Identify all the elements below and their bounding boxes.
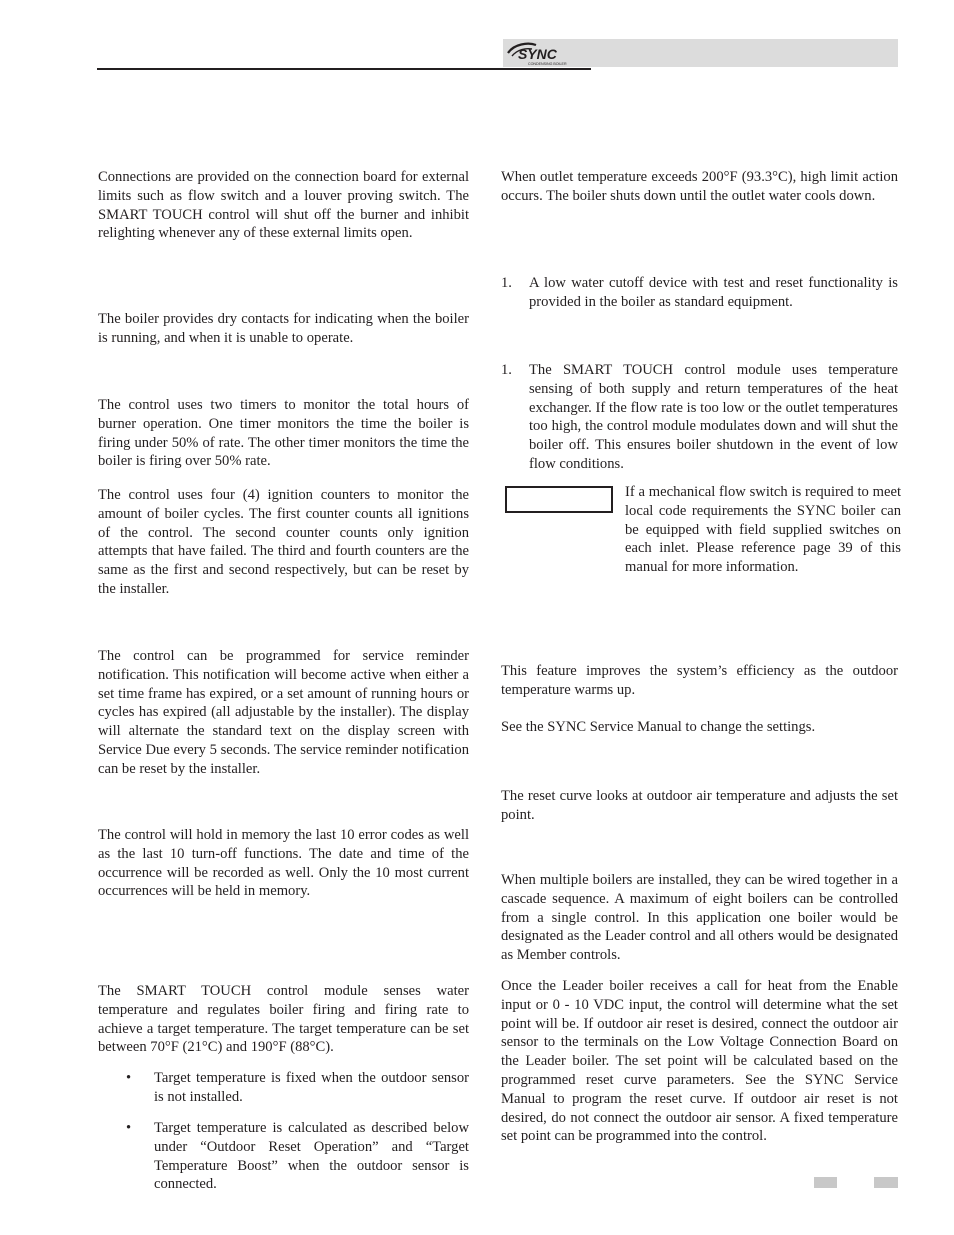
list-item-text: The SMART TOUCH control module uses temperature sensing of both supply and return temperatures of the heat exchanger. If the flow rate is too low or the outlet temperatures too high, the control module modulates down and will shut the boiler off. This ensures boiler shutdown in the event of low flow conditions. (529, 362, 898, 472)
dry-contacts-paragraph: The boiler provides dry contacts for indicating when the boiler is running, and when it is unable to operate. (98, 311, 469, 346)
service-manual-paragraph: See the SYNC Service Manual to change the settings. (501, 719, 816, 735)
list-item (501, 361, 898, 472)
svg-text:CONDENSING BOILER: CONDENSING BOILER (528, 62, 567, 66)
note-label-box (505, 486, 613, 513)
sync-logo (506, 40, 568, 66)
list-number: 1. (501, 275, 512, 291)
svg-text:SYNC: SYNC (518, 46, 557, 62)
cascade-paragraph: When multiple boilers are installed, they can be wired together in a cascade sequence. A maximum of eight boilers can be controlled from a single control. In this application one boiler would be designated as the Leader control and all others would be designated as Member controls. (501, 872, 898, 964)
list-item (126, 1119, 469, 1199)
note-text: If a mechanical flow switch is required to meet local code requirements the SYNC boiler can be equipped with field supplied switches on each inlet. Please reference page 39 of this manual for more information. (625, 484, 901, 576)
run-timers-paragraph: The control uses two timers to monitor the total hours of burner operation. One timer monitors the time the boiler is firing under 50% of rate. The other timer monitors the time the boiler is firing over 50% rate. (98, 397, 469, 470)
list-item-text: Target temperature is fixed when the outdoor sensor is not installed. (154, 1070, 469, 1105)
temperature-control-paragraph: The SMART TOUCH control module senses water temperature and regulates boiler firing and firing rate to achieve a target temperature. The target temperature can be set between 70°F (21°C) and 190°F (88°C). (98, 983, 469, 1056)
header-rule (97, 68, 591, 70)
list-item-text: A low water cutoff device with test and reset functionality is provided in the boiler as standard equipment. (529, 275, 898, 310)
error-logging-paragraph: The control will hold in memory the last 10 error codes as well as the last 10 turn-off functions. The date and time of the occurrence will be recorded as well. Only the 10 most current occurrences will be held in memory. (98, 827, 469, 900)
list-item (501, 274, 898, 314)
list-item-text: Target temperature is calculated as described below under “Outdoor Reset Operation” and “Target Temperature Boost” when the outdoor sensor is connected. (154, 1120, 469, 1193)
reset-curve-paragraph: The reset curve looks at outdoor air temperature and adjusts the set point. (501, 788, 898, 823)
bullet-icon: • (126, 1120, 132, 1136)
bullet-icon: • (126, 1070, 132, 1086)
ignition-counters-paragraph: The control uses four (4) ignition counters to monitor the amount of boiler cycles. The first counter counts all ignitions of the control. The second counter counts only ignition attempts that have failed. The third and fourth counters are the same as the first and second respectively, but can be reset by the installer. (98, 487, 469, 597)
external-limits-paragraph: Connections are provided on the connection board for external limits such as flow switch and a louver proving switch. The SMART TOUCH control will shut off the burner and inhibit relighting whenever any of these external limits open. (98, 169, 469, 242)
footer-block (814, 1177, 837, 1188)
leader-boiler-paragraph: Once the Leader boiler receives a call for heat from the Enable input or 0 - 10 VDC input, the control will determine what the set point will be. If outdoor air reset is desired, connect the outdoor air sensor to the terminals on the Low Voltage Connection Board on the Leader boiler. The set point will be calculated based on the programmed reset curve parameters. See the SYNC Service Manual to program the reset curve. If outdoor air reset is not desired, do not connect the outdoor air sensor. A fixed temperature set point can be programmed into the control. (501, 978, 898, 1145)
service-reminder-paragraph: The control can be programmed for service reminder notification. This notification will become active when either a set time frame has expired, or a set amount of running hours or cycles has expired (all adjustable by the installer). The display will alternate the standard text on the display screen with Service Due every 5 seconds. The service reminder notification can be reset by the installer. (98, 648, 469, 777)
list-number: 1. (501, 362, 512, 378)
list-item (126, 1069, 469, 1109)
outdoor-efficiency-paragraph: This feature improves the system’s efficiency as the outdoor temperature warms up. (501, 663, 898, 698)
high-limit-paragraph: When outlet temperature exceeds 200°F (93.3°C), high limit action occurs. The boiler shuts down until the outlet water cools down. (501, 169, 898, 204)
footer-block (874, 1177, 898, 1188)
